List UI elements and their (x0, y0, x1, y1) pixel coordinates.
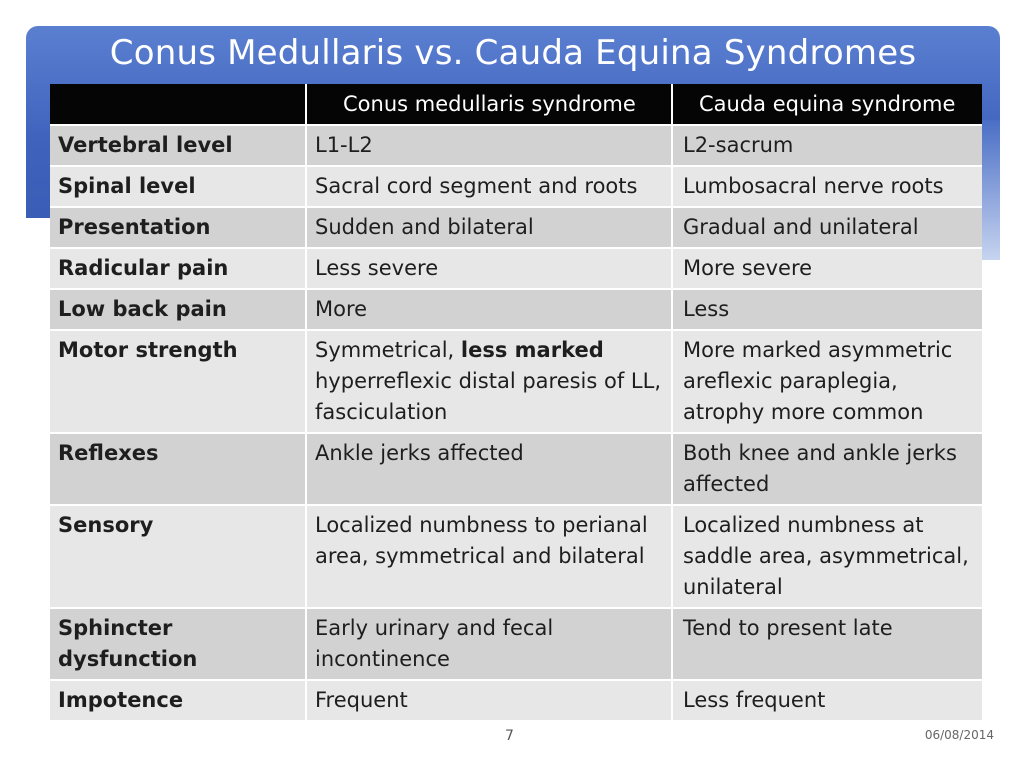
row-label: Vertebral level (50, 125, 306, 166)
conus-cell: Localized numbness to perianal area, symmetrical and bilateral (306, 505, 672, 608)
cauda-cell: More severe (672, 248, 982, 289)
row-label: Sphincter dysfunction (50, 608, 306, 680)
header-cauda: Cauda equina syndrome (672, 84, 982, 125)
table-row (50, 125, 982, 166)
table-row (50, 166, 982, 207)
table-row (50, 289, 982, 330)
conus-cell: Early urinary and fecal incontinence (306, 608, 672, 680)
conus-cell: Frequent (306, 680, 672, 720)
conus-text-post: hyperreflexic distal paresis of LL, fasciculation (315, 369, 661, 424)
conus-cell: Sudden and bilateral (306, 207, 672, 248)
conus-cell: Sacral cord segment and roots (306, 166, 672, 207)
row-label: Motor strength (50, 330, 306, 433)
cauda-cell: Localized numbness at saddle area, asymmetrical, unilateral (672, 505, 982, 608)
row-label: Presentation (50, 207, 306, 248)
slide-title: Conus Medullaris vs. Cauda Equina Syndromes (109, 33, 917, 73)
row-label: Radicular pain (50, 248, 306, 289)
cauda-cell: Less (672, 289, 982, 330)
cauda-cell: Tend to present late (672, 608, 982, 680)
table-header-row (50, 84, 982, 125)
conus-cell: Less severe (306, 248, 672, 289)
row-label: Sensory (50, 505, 306, 608)
table-row (50, 505, 982, 608)
conus-cell (306, 330, 672, 433)
cauda-cell: Lumbosacral nerve roots (672, 166, 982, 207)
page-number: 7 (505, 728, 514, 744)
table-row (50, 207, 982, 248)
cauda-cell: Gradual and unilateral (672, 207, 982, 248)
row-label: Impotence (50, 680, 306, 720)
table-row (50, 433, 982, 505)
cauda-cell: Both knee and ankle jerks affected (672, 433, 982, 505)
header-conus: Conus medullaris syndrome (306, 84, 672, 125)
conus-cell: Ankle jerks affected (306, 433, 672, 505)
conus-text-bold: less marked (460, 338, 604, 362)
conus-cell: More (306, 289, 672, 330)
conus-cell: L1-L2 (306, 125, 672, 166)
cauda-cell: Less frequent (672, 680, 982, 720)
header-empty (50, 84, 306, 125)
row-label: Spinal level (50, 166, 306, 207)
table-row (50, 608, 982, 680)
row-label: Reflexes (50, 433, 306, 505)
row-label: Low back pain (50, 289, 306, 330)
banner-accent (980, 120, 1000, 260)
table-row (50, 248, 982, 289)
slide-date: 06/08/2014 (924, 728, 994, 742)
cauda-cell: L2-sacrum (672, 125, 982, 166)
table-row (50, 330, 982, 433)
table-row (50, 680, 982, 720)
comparison-table (50, 84, 982, 720)
cauda-cell: More marked asymmetric areflexic paraplegia, atrophy more common (672, 330, 982, 433)
conus-text-pre: Symmetrical, (315, 338, 461, 362)
